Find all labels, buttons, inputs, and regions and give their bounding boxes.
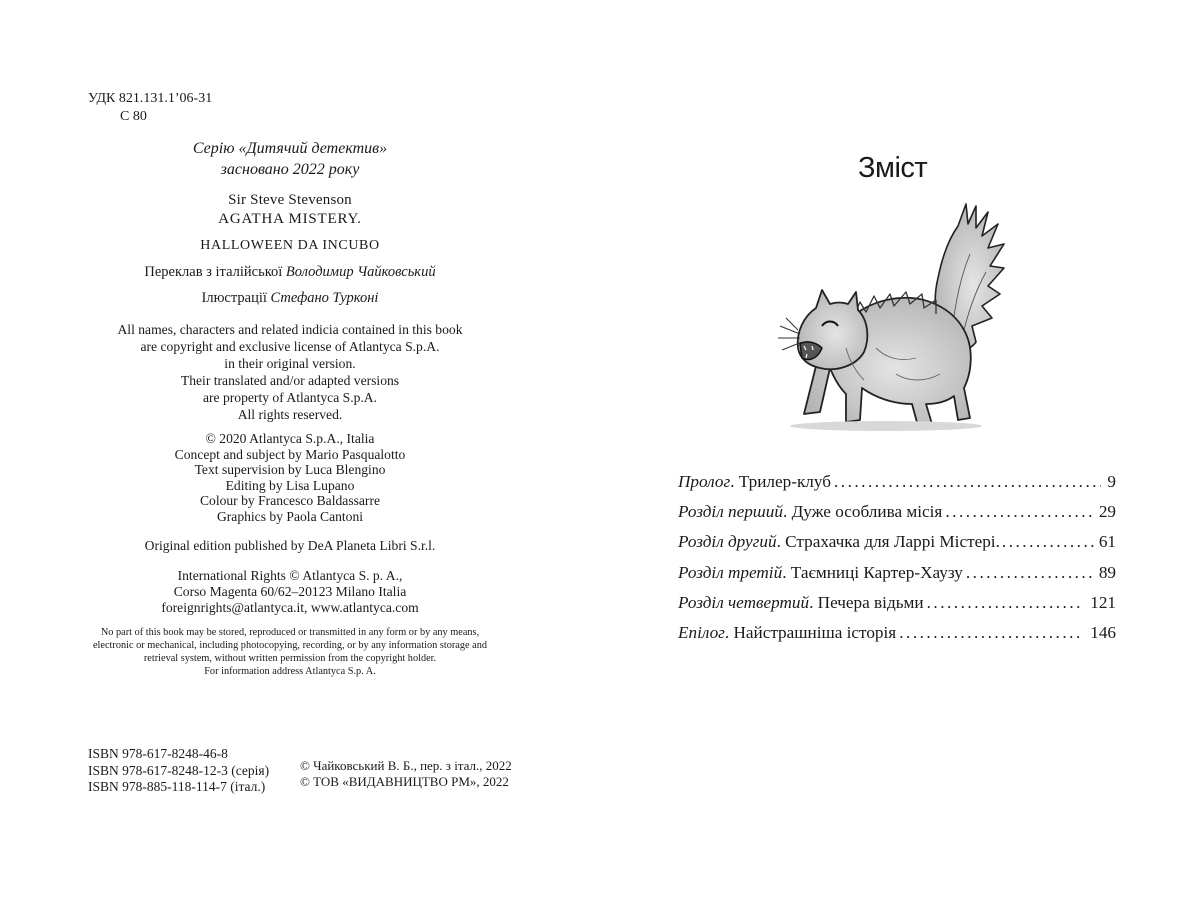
udk-block bbox=[88, 90, 212, 126]
author-name: Sir Steve Stevenson bbox=[228, 192, 352, 208]
translator-name: Володимир Чайковський bbox=[285, 264, 436, 280]
notice-line: No part of this book may be stored, reproduced or transmitted in any form or by any means, bbox=[100, 627, 480, 638]
translator-line bbox=[90, 264, 490, 281]
illustrator-prefix: Ілюстрації bbox=[201, 290, 271, 306]
toc-entry[interactable]: Розділ другий. Страхачка для Ларрі Містері. ..... 61 bbox=[678, 532, 1116, 562]
toc-entry-title: Дуже особлива місія bbox=[791, 502, 943, 522]
copyright-block bbox=[300, 758, 512, 790]
toc-entry-page: 9 bbox=[1107, 472, 1116, 491]
toc-leader-dots bbox=[899, 623, 1084, 643]
toc-entry[interactable]: Розділ четвертий. Печера відьми ..... 121 bbox=[678, 593, 1116, 623]
toc-entry-label: Епілог bbox=[678, 622, 725, 642]
toc-leader-dots bbox=[1002, 532, 1097, 552]
toc-entry-page: 29 bbox=[1098, 502, 1116, 522]
illustrator-name: Стефано Турконі bbox=[270, 290, 379, 306]
toc-entry[interactable]: Розділ перший. Дуже особлива місія ..... 29 bbox=[678, 502, 1116, 532]
toc-entry[interactable]: Епілог. Найстрашніша історія ..... 146 bbox=[678, 623, 1116, 653]
translator-prefix: Переклав з італійської bbox=[144, 264, 286, 280]
series-line-1: Серію «Дитячий детектив» bbox=[192, 140, 388, 157]
toc-entry-title: Печера відьми bbox=[817, 592, 924, 612]
credits-line: Colour by Francesco Baldassarre bbox=[199, 493, 381, 509]
series-line-2: засновано 2022 року bbox=[220, 161, 360, 178]
notice-line: For information address Atlantyca S.p. A. bbox=[204, 665, 376, 677]
copyright-line: © ТОВ «ВИДАВНИЦТВО РМ», 2022 bbox=[300, 774, 509, 789]
rights-line: are copyright and exclusive license of Atlantyca S.p.A. bbox=[140, 338, 440, 354]
toc-entry-title: Трилер-клуб bbox=[738, 472, 831, 491]
rights-line: Their translated and/or adapted versions bbox=[180, 372, 400, 388]
toc-entry-title: Таємниці Картер-Хаузу bbox=[790, 562, 963, 582]
toc-leader-dots bbox=[945, 502, 1092, 522]
toc-entry-label: Пролог bbox=[678, 472, 731, 491]
intl-line: International Rights © Atlantyca S. p. A., bbox=[177, 568, 403, 583]
toc-title: Зміст bbox=[858, 152, 928, 184]
isbn-line: ISBN 978-617-8248-46-8 bbox=[88, 746, 228, 761]
rights-line: are property of Atlantyca S.p.A. bbox=[202, 389, 378, 405]
credits-line: Graphics by Paola Cantoni bbox=[216, 508, 364, 524]
credits-line: Text supervision by Luca Blengino bbox=[194, 462, 386, 478]
notice-line: retrieval system, without written permission from the copyright holder. bbox=[143, 652, 437, 664]
credits-line: Concept and subject by Mario Pasqualotto bbox=[174, 446, 406, 462]
isbn-block bbox=[88, 746, 269, 796]
udk-code: УДК 821.131.1’06-31 bbox=[88, 91, 213, 106]
copyright-line: © Чайковський В. Б., пер. з італ., 2022 bbox=[300, 758, 512, 773]
toc-entry-page: 61 bbox=[1098, 532, 1116, 552]
rights-line: All rights reserved. bbox=[237, 406, 343, 422]
illustrator-line bbox=[90, 290, 490, 307]
intl-line: foreignrights@atlantyca.it, www.atlantyca.com bbox=[161, 600, 419, 616]
toc-entry-title: Найстрашніша історія bbox=[733, 622, 897, 642]
book-title: AGATHA MISTERY. bbox=[218, 211, 362, 227]
rights-line: in their original version. bbox=[224, 355, 356, 371]
toc-entry[interactable]: Пролог. Трилер-клуб ..... 9 bbox=[678, 472, 1116, 502]
toc-entry-page: 146 bbox=[1090, 622, 1116, 642]
intl-line: Corso Magenta 60/62–20123 Milano Italia bbox=[173, 584, 407, 600]
credits-block bbox=[90, 431, 490, 525]
series-note bbox=[90, 138, 490, 180]
toc-leader-dots bbox=[927, 593, 1085, 613]
toc-entry-title: Страхачка для Ларрі Містері. bbox=[785, 532, 1000, 552]
udk-class: С 80 bbox=[120, 109, 147, 124]
toc-entry-page: 89 bbox=[1098, 562, 1116, 582]
toc-leader-dots bbox=[966, 563, 1093, 583]
rights-line: All names, characters and related indicia contained in this book bbox=[117, 322, 463, 337]
toc-entry-label: Розділ четвертий bbox=[678, 592, 810, 612]
isbn-line: ISBN 978-617-8248-12-3 (серія) bbox=[88, 762, 270, 778]
legal-notice bbox=[90, 627, 490, 679]
rights-block bbox=[90, 322, 490, 423]
toc-leader-dots bbox=[834, 472, 1101, 492]
cat-illustration bbox=[776, 198, 1012, 436]
author-title-block bbox=[90, 191, 490, 229]
isbn-line: ISBN 978-885-118-114-7 (італ.) bbox=[88, 779, 266, 794]
toc-entry[interactable]: Розділ третій. Таємниці Картер-Хаузу ..... 89 bbox=[678, 563, 1116, 593]
toc-entry-page: 121 bbox=[1090, 592, 1116, 612]
toc-entry-label: Розділ другий bbox=[678, 532, 777, 552]
toc-entry-label: Розділ перший bbox=[678, 502, 783, 522]
toc-list bbox=[678, 472, 1116, 653]
international-rights-block bbox=[90, 568, 490, 617]
original-edition-line: Original edition published by DeA Planeta Libri S.r.l. bbox=[144, 538, 436, 553]
toc-entry-label: Розділ третій bbox=[678, 562, 783, 582]
credits-line: Editing by Lisa Lupano bbox=[225, 477, 355, 493]
book-subtitle: HALLOWEEN DA INCUBO bbox=[200, 238, 380, 253]
notice-line: electronic or mechanical, including photocopying, recording, or by any information storage and bbox=[92, 639, 488, 651]
credits-line: © 2020 Atlantyca S.p.A., Italia bbox=[205, 431, 375, 446]
